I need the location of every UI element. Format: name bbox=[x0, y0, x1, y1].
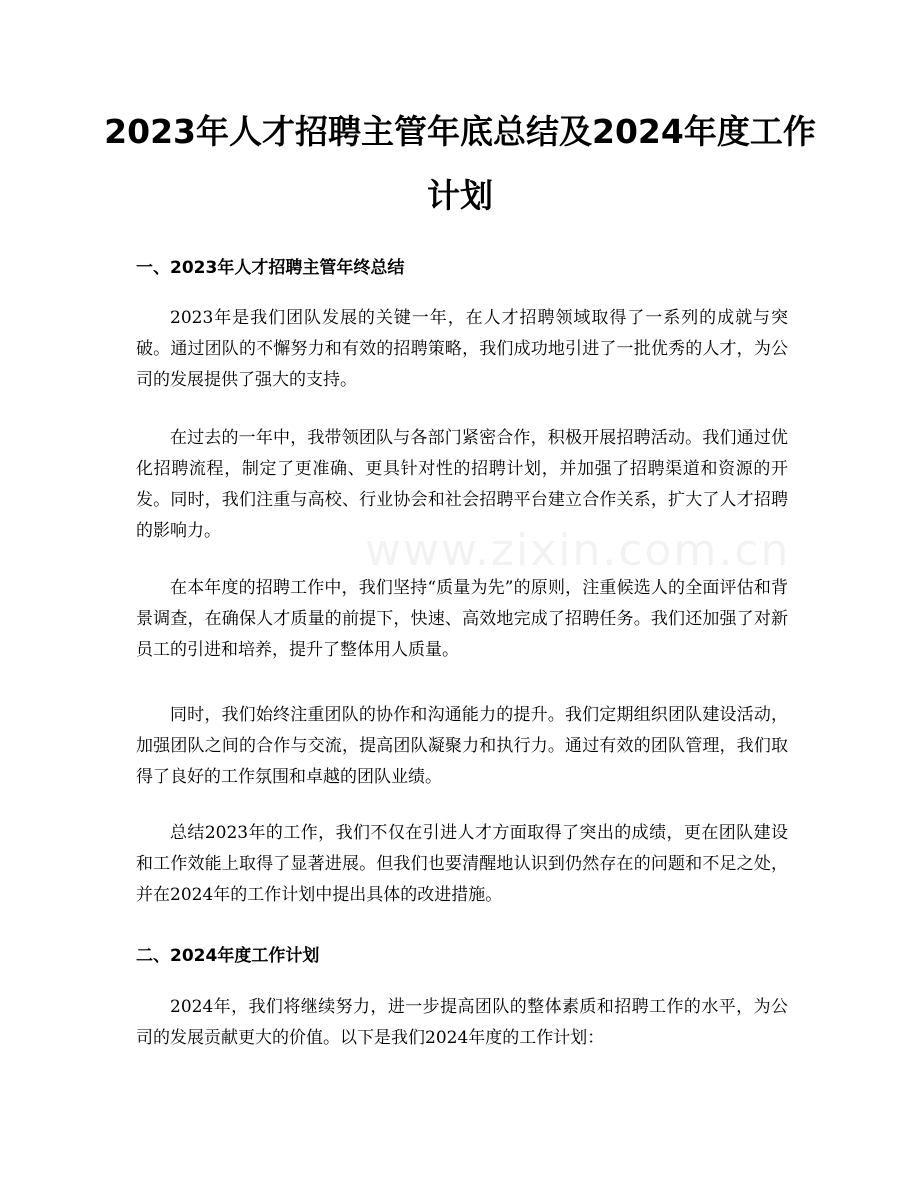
paragraph: 总结2023年的工作，我们不仅在引进人才方面取得了突出的成绩，更在团队建设和工作效能上取得了显著进展。但我们也要清醒地认识到仍然存在的问题和不足之处，并在2024年的工作计划中提出具体的改进措施。 bbox=[136, 823, 788, 905]
document-title: 2023年人才招聘主管年底总结及2024年度工作计划 bbox=[104, 112, 816, 215]
section-heading-2: 二、2024年度工作计划 bbox=[136, 946, 320, 966]
paragraph: 2023年是我们团队发展的关键一年，在人才招聘领域取得了一系列的成就与突破。通过团队的不懈努力和有效的招聘策略，我们成功地引进了一批优秀的人才，为公司的发展提供了强大的支持。 bbox=[136, 308, 788, 390]
paragraph: 在本年度的招聘工作中，我们坚持“质量为先”的原则，注重候选人的全面评估和背景调查，在确保人才质量的前提下，快速、高效地完成了招聘任务。我们还加强了对新员工的引进和培养，提升了整体用人质量。 bbox=[136, 578, 788, 660]
paragraph: 2024年，我们将继续努力，进一步提高团队的整体素质和招聘工作的水平，为公司的发展贡献更大的价值。以下是我们2024年度的工作计划： bbox=[136, 997, 788, 1048]
section-heading-1: 一、2023年人才招聘主管年终总结 bbox=[136, 258, 405, 278]
paragraph: 在过去的一年中，我带领团队与各部门紧密合作，积极开展招聘活动。我们通过优化招聘流程，制定了更准确、更具针对性的招聘计划，并加强了招聘渠道和资源的开发。同时，我们注重与高校、行业协会和社会招聘平台建立合作关系，扩大了人才招聘的影响力。 bbox=[136, 428, 788, 541]
paragraph: 同时，我们始终注重团队的协作和沟通能力的提升。我们定期组织团队建设活动，加强团队之间的合作与交流，提高团队凝聚力和执行力。通过有效的团队管理，我们取得了良好的工作氛围和卓越的团队业绩。 bbox=[136, 705, 788, 787]
watermark: www.zixin.com.cn bbox=[365, 525, 791, 576]
